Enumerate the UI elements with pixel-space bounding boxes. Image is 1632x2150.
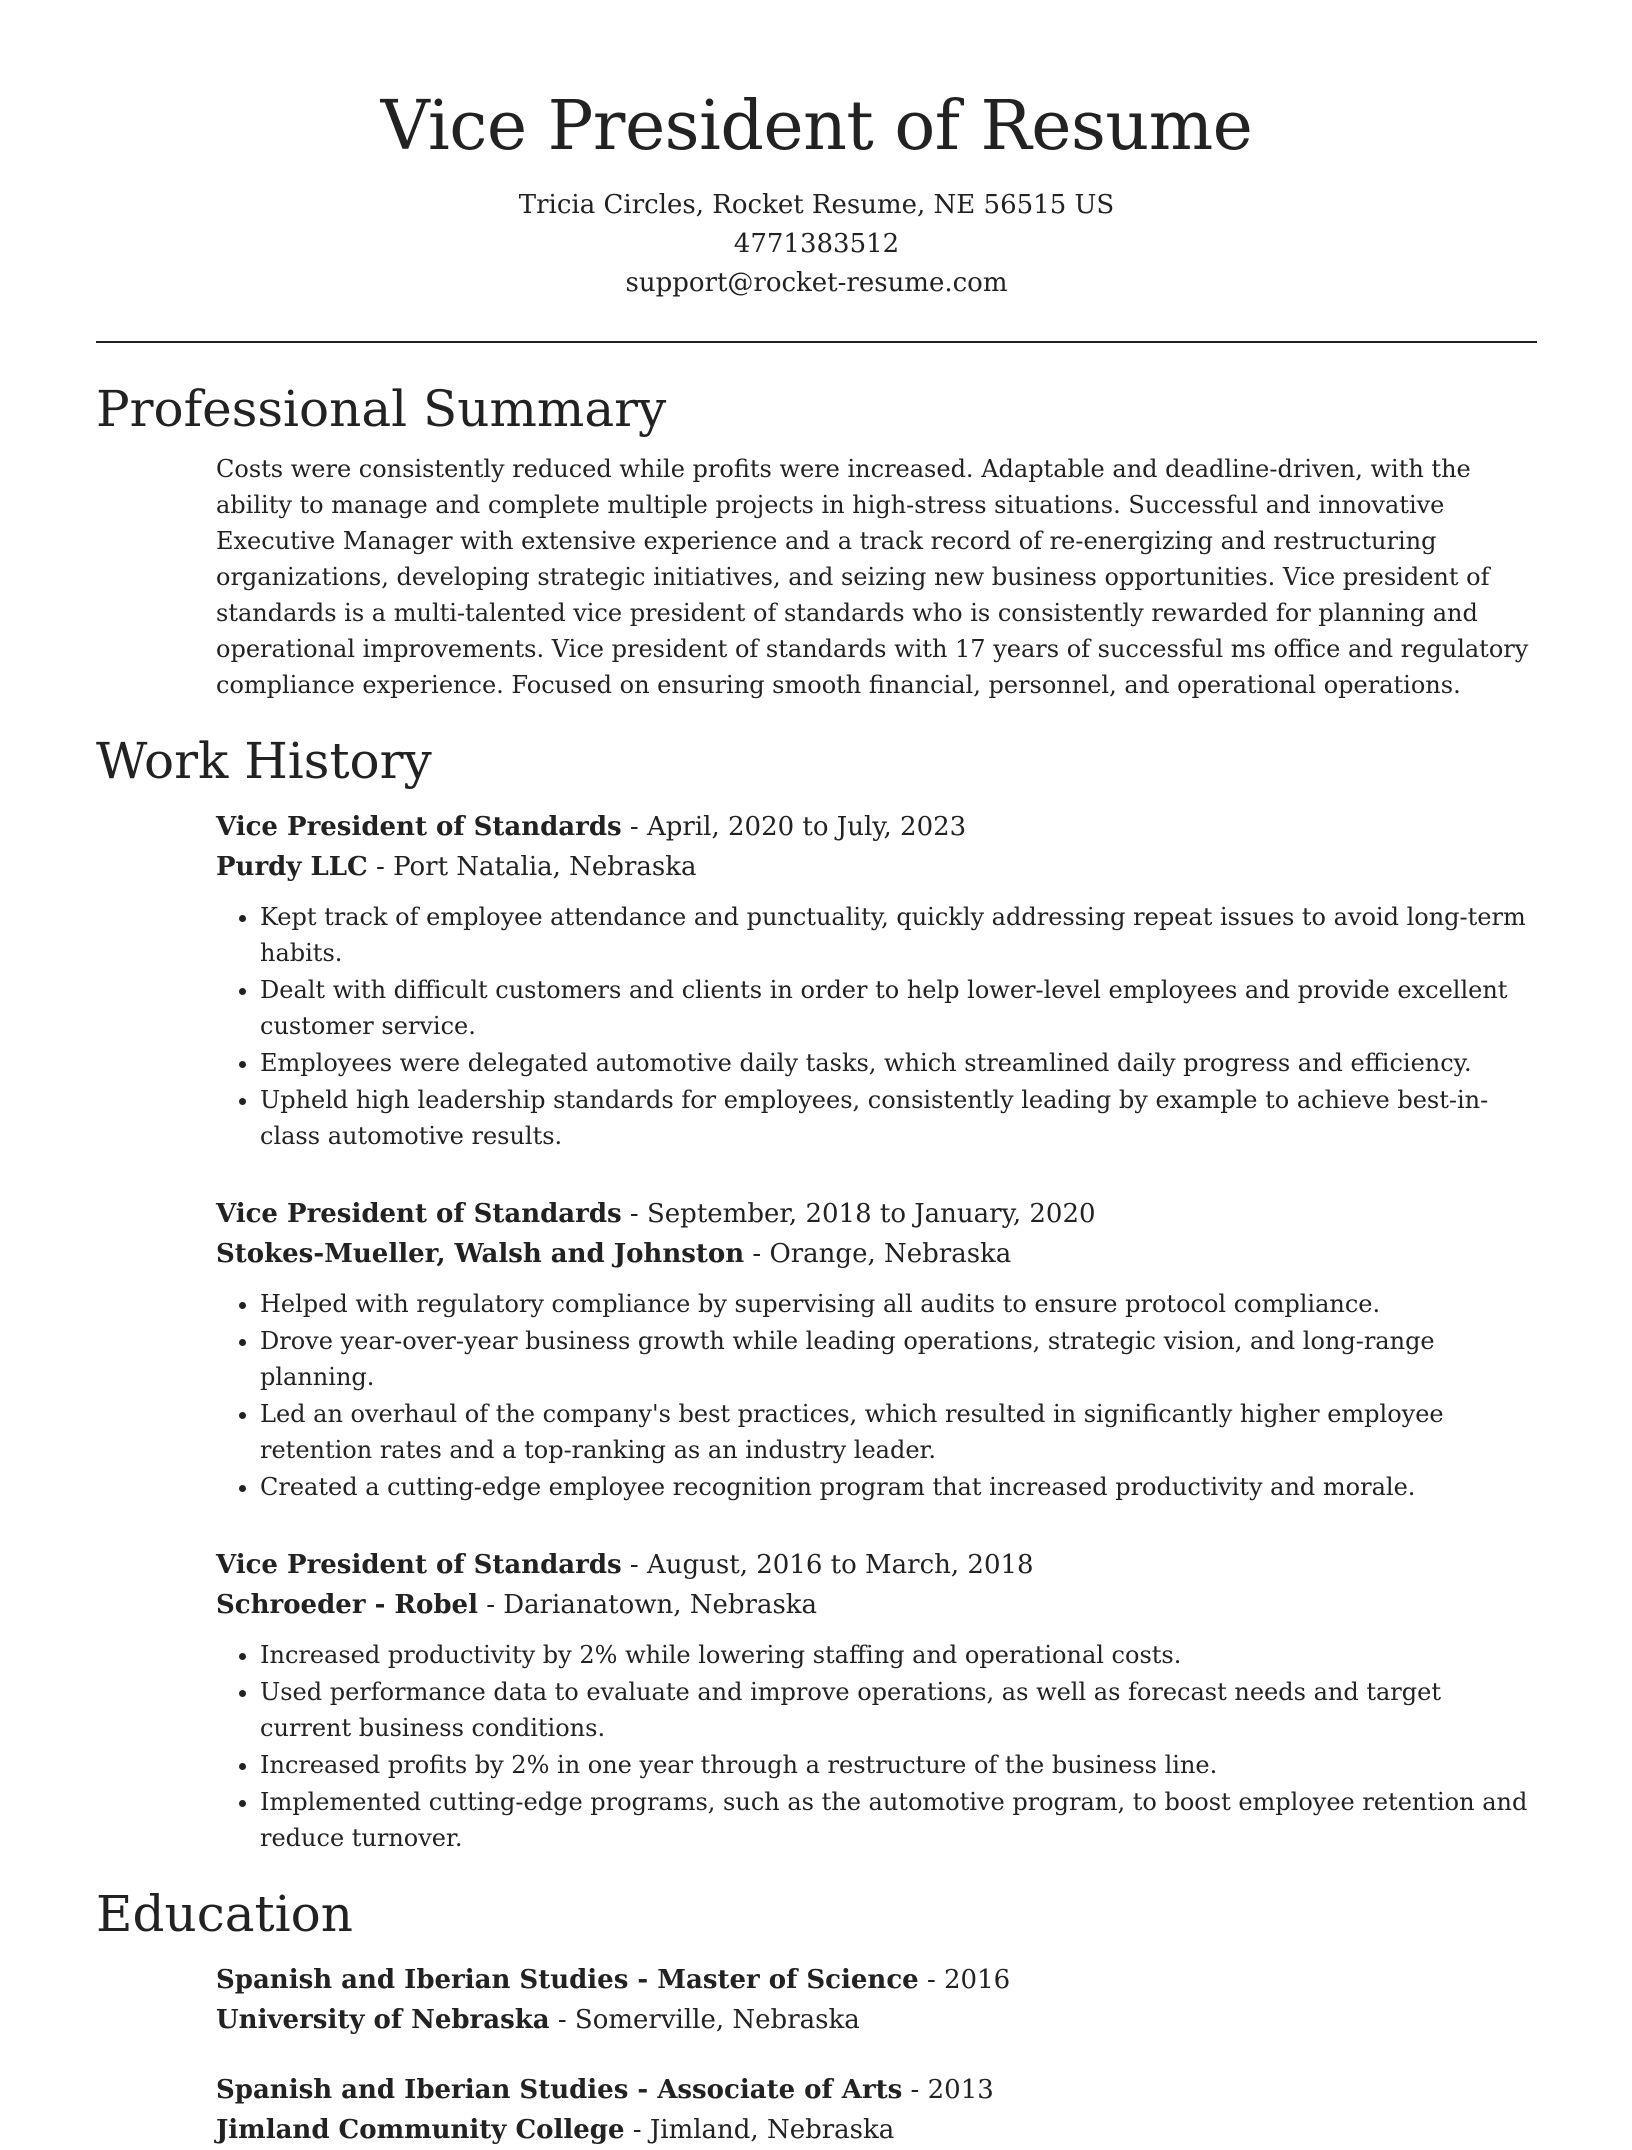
job-company-line	[216, 1234, 1537, 1274]
job-company: Schroeder - Robel	[216, 1590, 478, 1620]
education-heading: Education	[96, 1885, 353, 1943]
education-entry	[216, 2070, 1537, 2150]
duty-item: • Increased productivity by 2% while lowering staffing and operational costs.	[260, 1637, 1537, 1673]
education-degree-line	[216, 1960, 1537, 2000]
education-degree: Spanish and Iberian Studies - Associate of Arts	[216, 2075, 903, 2105]
duty-item: • Employees were delegated automotive daily tasks, which streamlined daily progress and efficiency.	[260, 1045, 1537, 1081]
duty-item: • Increased profits by 2% in one year through a restructure of the business line.	[260, 1747, 1537, 1783]
resume-title: Vice President of Resume	[380, 87, 1253, 166]
work-history-heading: Work History	[96, 732, 432, 790]
job-role: Vice President of Standards	[216, 1199, 622, 1229]
education-school-line	[216, 2000, 1537, 2040]
job-location: - Port Natalia, Nebraska	[367, 852, 697, 882]
job-duties	[216, 899, 1537, 1154]
job-location: - Darianatown, Nebraska	[477, 1590, 818, 1620]
education-year: - 2016	[918, 1965, 1011, 1995]
duty-item: • Drove year-over-year business growth while leading operations, strategic vision, and long-range planning.	[260, 1323, 1537, 1395]
education-year: - 2013	[902, 2075, 994, 2105]
job-company: Stokes-Mueller, Walsh and Johnston	[216, 1239, 745, 1269]
contact-phone: 4771383512	[733, 229, 900, 259]
education-school: University of Nebraska	[216, 2005, 550, 2035]
job-company: Purdy LLC	[216, 852, 368, 882]
duty-item: • Implemented cutting-edge programs, such as the automotive program, to boost employee retention and reduce turnover.	[260, 1784, 1537, 1856]
job-role-line	[216, 1194, 1537, 1234]
job-role-line	[216, 1545, 1537, 1585]
job-entry	[216, 1545, 1537, 1856]
job-company-line	[216, 847, 1537, 887]
education-degree-line	[216, 2070, 1537, 2110]
duty-item: • Used performance data to evaluate and improve operations, as well as forecast needs and target current business conditions.	[260, 1674, 1537, 1746]
job-duties	[216, 1637, 1537, 1856]
contact-email: support@rocket-resume.com	[625, 268, 1008, 298]
contact-block	[96, 186, 1537, 303]
header-divider	[96, 341, 1537, 343]
resume-header	[96, 0, 1537, 303]
job-location: - Orange, Nebraska	[744, 1239, 1012, 1269]
summary-text: Costs were consistently reduced while profits were increased. Adaptable and deadline-driven, with the ability to manage and complete multiple projects in high-stress situations. Successful and innovative Executive Manager with extensive experience and a track record of re-energizing and restructuring organizations, developing strategic initiatives, and seizing new business opportunities. Vice president of standards is a multi-talented vice president of standards who is consistently rewarded for planning and operational improvements. Vice president of standards with 17 years of successful ms office and regulatory compliance experience. Focused on ensuring smooth financial, personnel, and operational operations.	[216, 455, 1529, 699]
job-role-line	[216, 807, 1537, 847]
job-company-line	[216, 1585, 1537, 1625]
education-school-line	[216, 2110, 1537, 2150]
summary-heading: Professional Summary	[96, 380, 667, 438]
education-location: - Jimland, Nebraska	[624, 2115, 895, 2145]
job-dates: - August, 2016 to March, 2018	[621, 1550, 1034, 1580]
duty-item: • Led an overhaul of the company's best practices, which resulted in significantly higher employee retention rates and a top-ranking as an industry leader.	[260, 1396, 1537, 1468]
duty-item: • Kept track of employee attendance and punctuality, quickly addressing repeat issues to avoid long-term habits.	[260, 899, 1537, 971]
education-degree: Spanish and Iberian Studies - Master of Science	[216, 1965, 919, 1995]
resume-page	[96, 0, 1537, 2150]
contact-address: Tricia Circles, Rocket Resume, NE 56515 US	[518, 190, 1115, 220]
duty-item: • Upheld high leadership standards for employees, consistently leading by example to achieve best-in-class automotive results.	[260, 1082, 1537, 1154]
job-dates: - April, 2020 to July, 2023	[621, 812, 967, 842]
education-location: - Somerville, Nebraska	[549, 2005, 860, 2035]
education-entry	[216, 1960, 1537, 2040]
job-duties	[216, 1286, 1537, 1505]
education-school: Jimland Community College	[216, 2115, 625, 2145]
job-role: Vice President of Standards	[216, 812, 622, 842]
job-entry	[216, 1194, 1537, 1505]
duty-item: • Helped with regulatory compliance by supervising all audits to ensure protocol compliance.	[260, 1286, 1537, 1322]
job-dates: - September, 2018 to January, 2020	[621, 1199, 1096, 1229]
job-entry	[216, 807, 1537, 1154]
duty-item: • Dealt with difficult customers and clients in order to help lower-level employees and provide excellent customer service.	[260, 972, 1537, 1044]
job-role: Vice President of Standards	[216, 1550, 622, 1580]
duty-item: • Created a cutting-edge employee recognition program that increased productivity and morale.	[260, 1469, 1537, 1505]
